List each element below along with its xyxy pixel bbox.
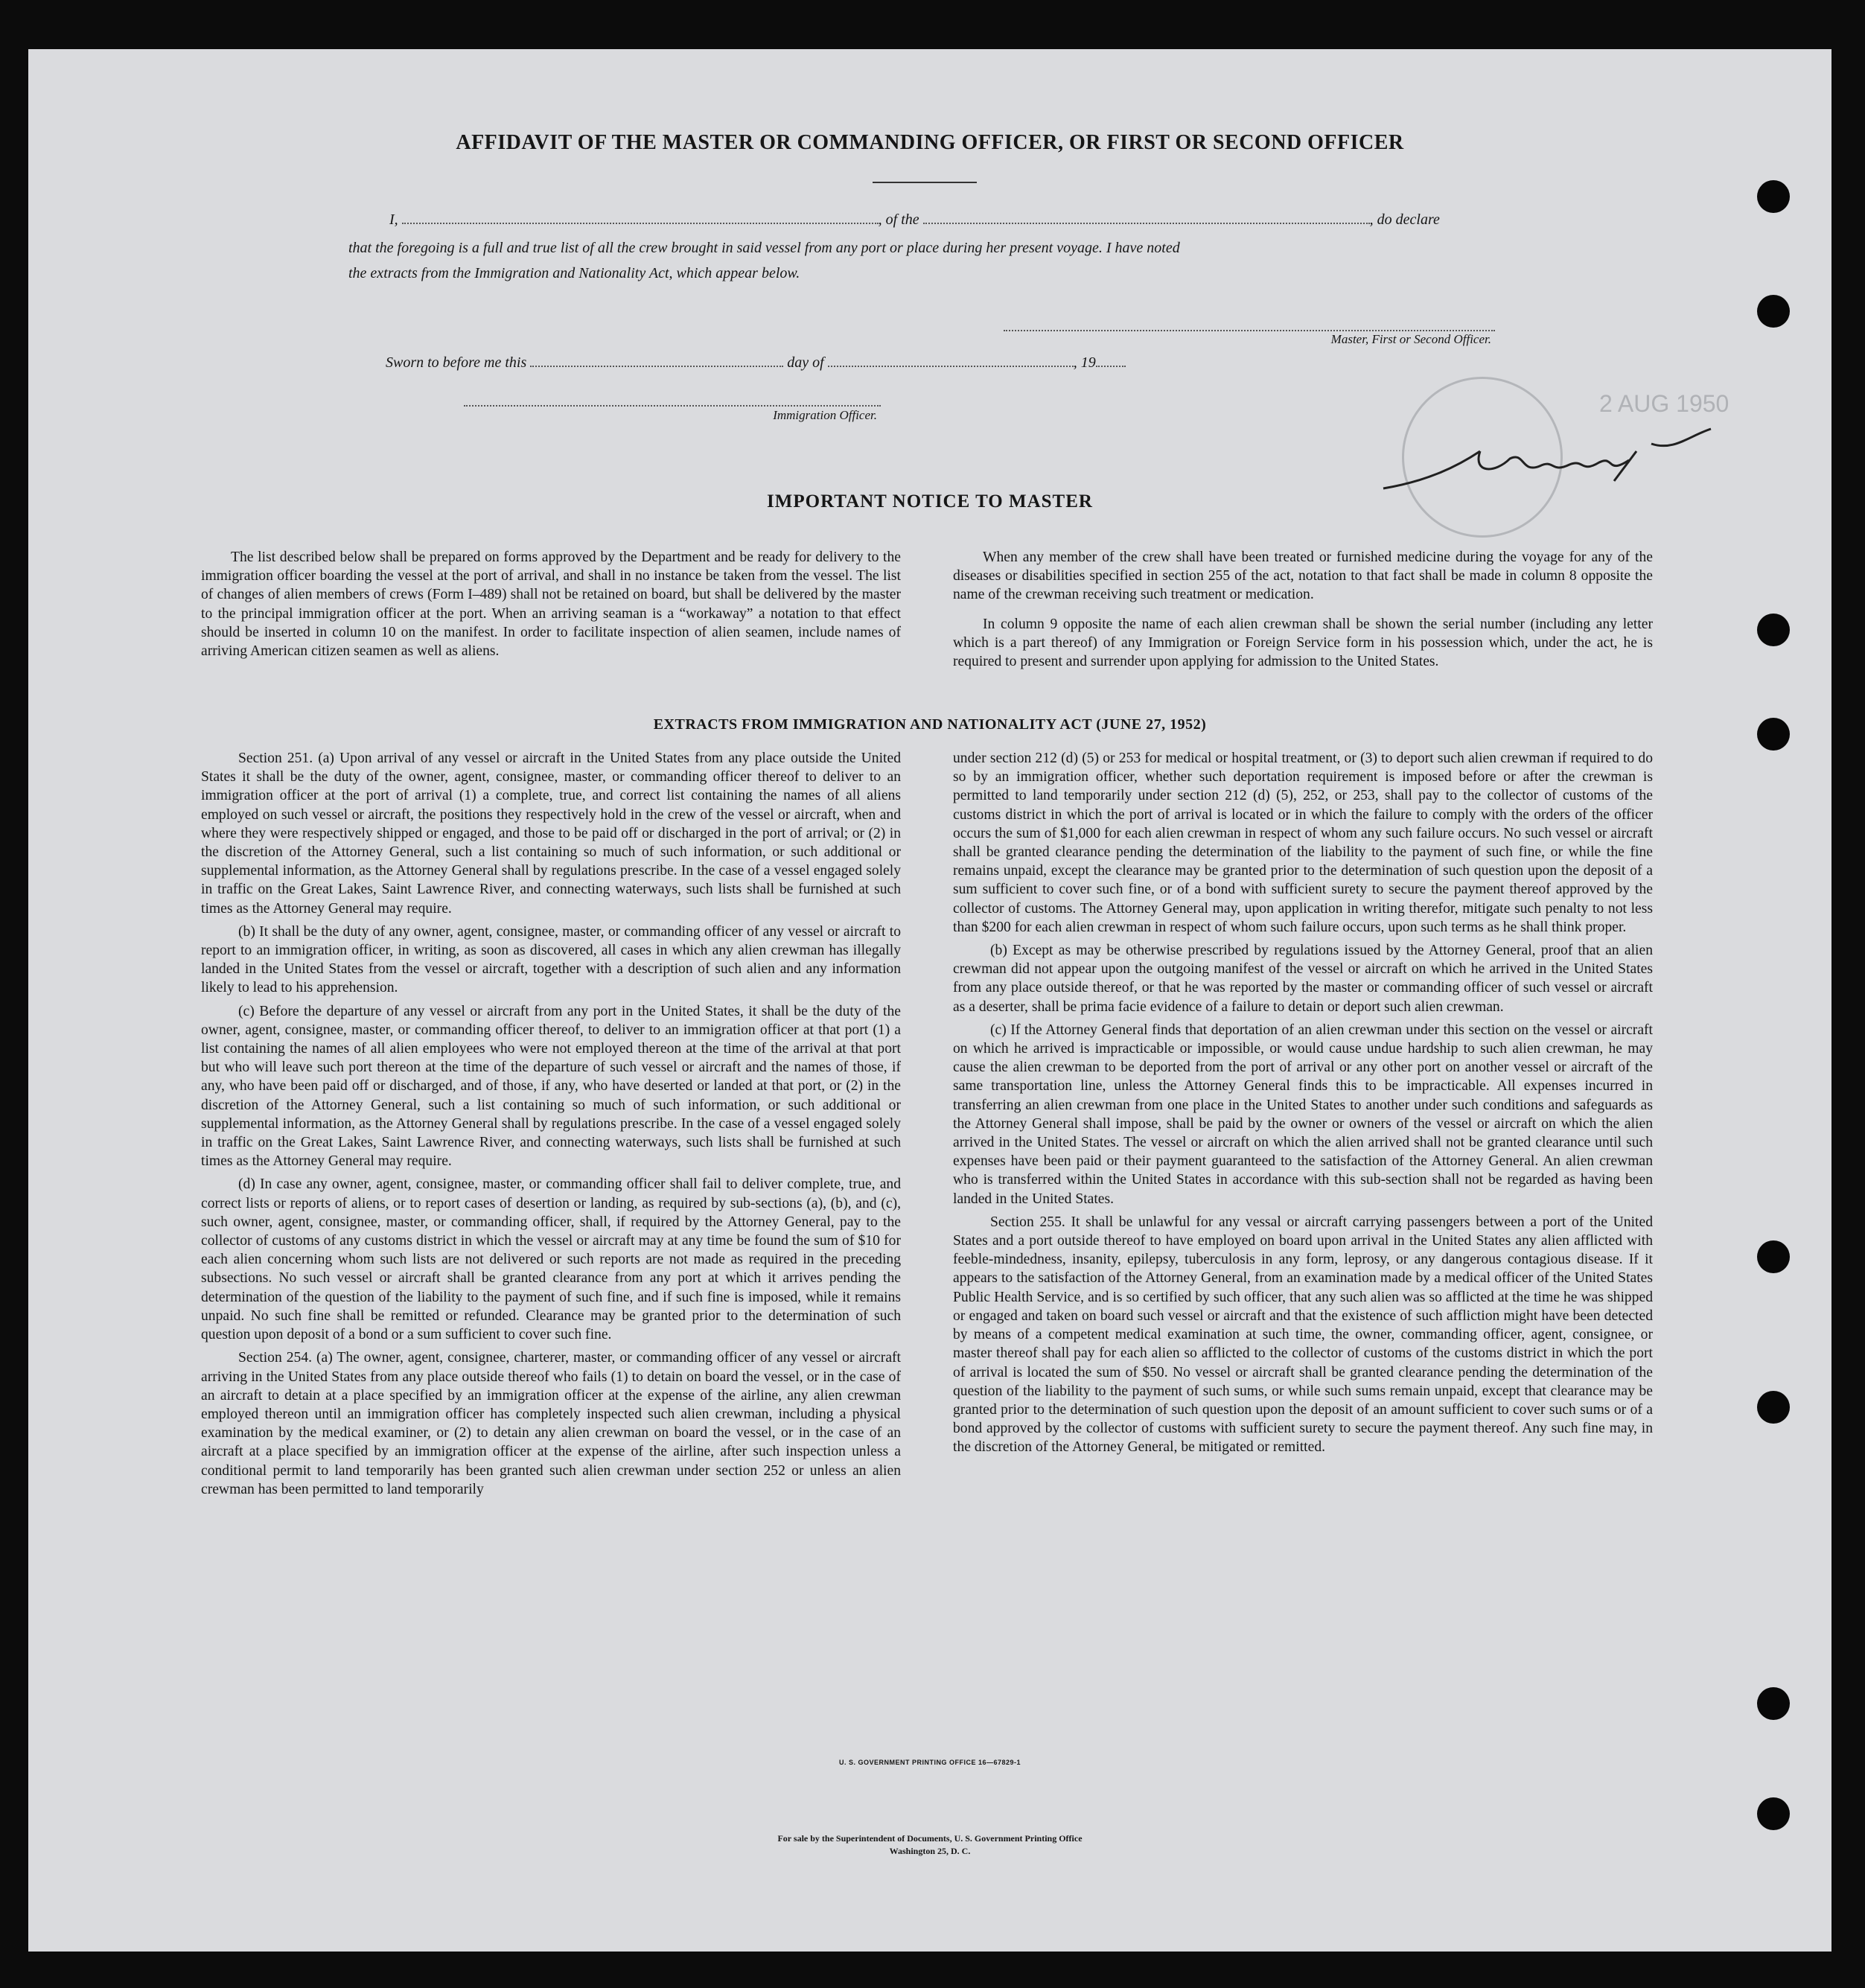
binder-hole [1757, 1391, 1790, 1424]
form-page [28, 49, 1831, 1952]
stamp-date: 2 AUG 1950 [1599, 390, 1729, 417]
binder-hole [1757, 1687, 1790, 1720]
master-signature-line[interactable] [1004, 330, 1495, 331]
sworn-year-field[interactable] [1096, 366, 1126, 367]
notice-paragraph: The list described below shall be prepared on forms approved by the Department and be ready for delivery to the immigration officer boarding the vessel at the port of arrival, and shall in no instance be taken from the vessel. The list of changes of alien members of crews (Form I–489) shall not be retained on board, but shall be delivered by the master to the principal immigration officer at the port. When an arriving seaman is a “workaway” a notation to that effect should be inserted in column 10 on the manifest. In order to facilitate inspection of alien seamen, include names of arriving American citizen seamen as well as aliens. [201, 549, 901, 660]
sworn-month-field[interactable] [828, 366, 1074, 367]
statute-paragraph: (c) Before the departure of any vessel or aircraft from any port in the United States, it shall be the duty of the owner, agent, consignee, master, or commanding officer thereof, to deliver to an immigration officer at that port (1) a list containing the names of all alien employees who were not employed thereon at the time of the arrival at that port but who will leave such port thereon at the time of the departure of such vessel or aircraft and the names of those, if any, who have been paid off or discharged, and of those, if any, who have deserted or landed at that port, or (2) in the discretion of the Attorney General, such a list containing so much of such information, or such additional or supplemental information, as the Attorney General shall by regulations prescribe. In the case of a vessel engaged solely in traffic on the Great Lakes, Saint Lawrence River, and connecting waterways, such lists shall be furnished at such times as the Attorney General may require. [201, 1003, 901, 1170]
extracts-right-column [953, 749, 1653, 1462]
extracts-left-column [201, 749, 901, 1503]
declarant-name-field[interactable] [402, 223, 879, 224]
statute-paragraph: Section 254. (a) The owner, agent, consignee, charterer, master, or commanding officer of any vessel or aircraft arriving in the United States from any place outside thereof who fails (1) to detain on board the vessel, or in the case of an aircraft to detain at a place specified by an immigration officer at the expense of the airline, any alien crewman employed thereon until an immigration officer has completely inspected such alien crewman, including a physical examination by the medical examiner, or (2) to detain any alien crewman on board the vessel, or in the case of an aircraft at a place specified by an immigration officer at the expense of the airline, after such inspection unless a conditional permit to land temporarily has been granted such alien crewman under section 252 or unless an alien crewman has been permitted to land temporarily [201, 1350, 901, 1497]
sale-notice-line-2: Washington 25, D. C. [889, 1846, 971, 1856]
gpo-imprint: U. S. GOVERNMENT PRINTING OFFICE 16—67829-1 [838, 1759, 1021, 1766]
sworn-year-label: , 19 [1073, 354, 1096, 371]
statute-paragraph: under section 212 (d) (5) or 253 for medical or hospital treatment, or (3) to deport such alien crewman if required to do so by an immigration officer, whether such deportation requirement is imposed before or after the crewman is permitted to land temporarily under section 212 (d) (5), 252, or 253, shall pay to the collector of customs of the customs district in which the port of arrival is located or in which the failure to comply with the orders of the officer occurs the sum of $1,000 for each alien crewman in respect of whom any such failure occurs. No such vessel or aircraft shall be granted clearance pending the determination of the liability to the payment of such fine, or while the fine remains unpaid, except the clearance may be granted prior to the determination of such question upon the deposit of a sum sufficient to cover such fine, or of a bond with sufficient surety to secure the payment thereof approved by the collector of customs. The Attorney General may, upon application in writing therefor, mitigate such penalty to not less than $200 for each alien crewman in respect of whom such failure occurs, upon such terms as he shall think proper. [953, 751, 1653, 935]
title-rule [873, 182, 977, 183]
statute-paragraph: (b) It shall be the duty of any owner, agent, consignee, master, or commanding officer of any vessel or aircraft to report to an immigration officer, in writing, as soon as discovered, all cases in which any alien crewman has illegally landed in the United States from the vessel or aircraft, together with a description of such alien and any information likely to lead to his apprehension. [201, 923, 901, 996]
declaration-of-the-label: , of the [878, 211, 919, 228]
binder-hole [1757, 614, 1790, 646]
declaration-do-declare-label: , do declare [1369, 211, 1440, 228]
statute-paragraph: Section 251. (a) Upon arrival of any vessel or aircraft in the United States from any place outside the United States it shall be the duty of the owner, agent, consignee, master, or commanding officer thereof to deliver to an immigration officer at the port of arrival (1) a complete, true, and correct list containing the names of all aliens employed on such vessel or aircraft, the positions they respectively hold in the crew of the vessel or aircraft, when and where they were respectively shipped or engaged, and those to be paid off or discharged in the port of arrival; or (2) in the discretion of the Attorney General, such a list containing so much of such information, or such additional or supplemental information, as the Attorney General shall by regulations prescribe. In the case of a vessel engaged solely in traffic on the Great Lakes, Saint Lawrence River, and connecting waterways, such lists shall be furnished at such times as the Attorney General may require. [201, 751, 901, 917]
sworn-label: Sworn to before me this [386, 354, 527, 371]
notice-left-column [201, 548, 901, 671]
statute-paragraph: (c) If the Attorney General finds that deportation of an alien crewman under this section on the vessel or aircraft on which he arrived is impracticable or impossible, or would cause undue hardship to such alien crewman, he may cause the alien crewman to be deported from the port of arrival or any other port on another vessel or aircraft of the same transportation line, unless the Attorney General finds this to be impracticable. All expenses incurred in transferring an alien crewman from one place in the United States to another under such conditions and safeguards as the Attorney General shall impose, shall be paid by the owner or owners of the vessel or aircraft on which the alien arrived in the United States. The vessel or aircraft on which the alien arrived shall not be granted clearance until such expenses have been paid or their payment guaranteed to the satisfaction of the Attorney General. An alien crewman who is transferred within the United States in accordance with this sub-section shall not be regarded as having been landed in the United States. [953, 1022, 1653, 1207]
statute-paragraph: (b) Except as may be otherwise prescribed by regulations issued by the Attorney General, proof that an alien crewman did not appear upon the outgoing manifest of the vessel or aircraft on which he arrived in the United States from any place outside thereof, or that he was reported by the master or commanding officer of such vessel or aircraft as a deserter, shall be prima facie evidence of a failure to detain or deport such alien crewman. [953, 943, 1653, 1015]
statute-paragraph: (d) In case any owner, agent, consignee, master, or commanding officer shall fail to deliver complete, true, and correct lists or reports of aliens, or to report cases of desertion or landing, as required by sub-sections (a), (b), and (c), such owner, agent, consignee, master, or commanding officer, shall, if required by the Attorney General, pay to the collector of customs of any customs district in which the vessel or aircraft may at any time be found the sum of $10 for each alien concerning whom such lists are not delivered or such reports are not made as required in the preceding subsections. No such vessel or aircraft shall be granted clearance from any port at which it arrives pending the determination of the question of the liability to the payment of such fine, and if such fine is imposed, while it remains unpaid. No such fine shall be remitted or refunded. Clearance may be granted prior to the determination of such question upon deposit of a bond or a sum sufficient to cover such fine. [201, 1176, 901, 1343]
binder-hole [1757, 295, 1790, 328]
notice-paragraph: In column 9 opposite the name of each alien crewman shall be shown the serial number (including any letter which is a part thereof) of any Immigration or Foreign Service form in his possession which, under the act, he is required to present and surrender upon applying for admission to the United States. [953, 616, 1653, 670]
notice-paragraph: When any member of the crew shall have been treated or furnished medicine during the voyage for any of the diseases or disabilities specified in section 255 of the act, notation to that fact shall be made in column 8 opposite the name of the crewman receiving such treatment or medication. [953, 549, 1653, 603]
declaration-i-label: I, [389, 211, 398, 228]
declaration-line-1 [389, 211, 1528, 229]
binder-hole [1757, 718, 1790, 751]
master-signature-caption: Master, First or Second Officer. [1330, 332, 1491, 346]
sworn-day-of-label: day of [787, 354, 824, 371]
declaration-line-2: that the foregoing is a full and true list of all the crew brought in said vessel from any port or place during her present voyage. I have noted [348, 240, 1180, 256]
declaration-line-3: the extracts from the Immigration and Nationality Act, which appear below. [348, 265, 800, 281]
officer-signature-caption: Immigration Officer. [773, 408, 877, 422]
officer-signature-line[interactable] [464, 405, 881, 407]
sale-notice-line-1: For sale by the Superintendent of Documents, U. S. Government Printing Office [777, 1833, 1083, 1844]
binder-hole [1757, 1797, 1790, 1830]
binder-hole [1757, 180, 1790, 213]
sworn-line [386, 354, 1126, 372]
affidavit-title: AFFIDAVIT OF THE MASTER OR COMMANDING OFFICER, OR FIRST OR SECOND OFFICER [456, 131, 1404, 154]
statute-paragraph: Section 255. It shall be unlawful for any vessal or aircraft carrying passengers between a port of the United States and a port outside thereof to have employed on board upon arrival in the United States any alien afflicted with feeble-mindedness, insanity, epilepsy, tuberculosis in any form, leprosy, or any dangerous contagious disease. If it appears to the satisfaction of the Attorney General, from an examination made by a medical officer of the United States Public Health Service, and is so certified by such officer, that any such alien was so afflicted at the time he was shipped or engaged and taken on board such vessel or aircraft and that the existence of such affliction might have been detected by means of a competent medical examination at such time, the owner, commanding officer, agent, consignee, or master thereof shall pay for each alien so afflicted to the collector of customs of the customs district in which the port of arrival is located the sum of $50. No vessel or aircraft shall be granted clearance pending the determination of the question of the liability to the payment of such sums, or while such sums remain unpaid, except that clearance may be granted prior to the determination of such question upon the deposit of an amount sufficient to cover such sums or of a bond approved by the collector of customs with sufficient surety to secure the payment thereof. Any such fine may, in the discretion of the Attorney General, be mitigated or remitted. [953, 1214, 1653, 1456]
extracts-title: EXTRACTS FROM IMMIGRATION AND NATIONALITY ACT (JUNE 27, 1952) [653, 716, 1207, 733]
vessel-name-field[interactable] [923, 223, 1370, 224]
notice-right-column [953, 548, 1653, 681]
sworn-day-field[interactable] [530, 366, 783, 367]
notice-title: IMPORTANT NOTICE TO MASTER [767, 491, 1093, 512]
binder-hole [1757, 1240, 1790, 1273]
